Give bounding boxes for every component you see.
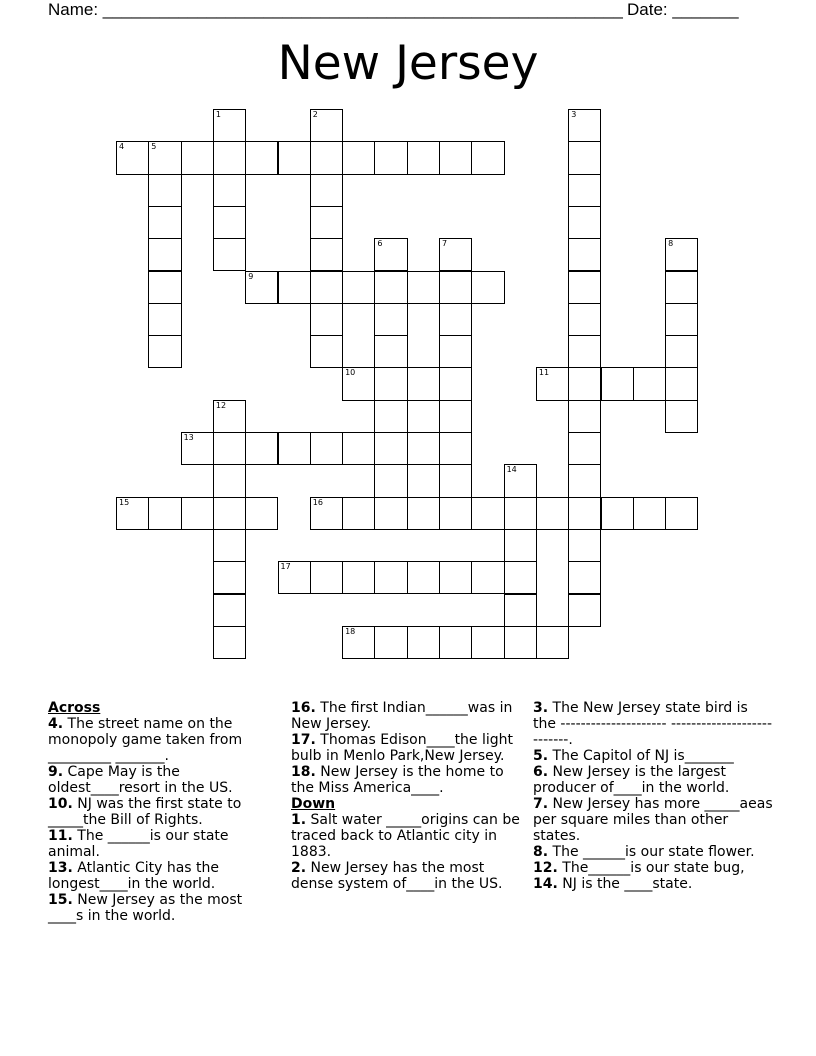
crossword-cell[interactable]	[504, 529, 537, 562]
clue-number: 11	[538, 368, 550, 378]
crossword-cell[interactable]	[116, 141, 149, 174]
crossword-cell[interactable]	[374, 303, 407, 336]
crossword-cell[interactable]	[374, 141, 407, 174]
crossword-cell[interactable]	[245, 141, 278, 174]
across-clue-list-continued	[291, 700, 523, 796]
clue-item-number: 4.	[48, 716, 64, 732]
clue-item-number: 3.	[533, 700, 549, 716]
clue-item-text: Thomas Edison____the light bulb in Menlo Park,New Jersey.	[291, 732, 514, 764]
clue-item-number: 7.	[533, 796, 549, 812]
crossword-cell[interactable]	[471, 626, 504, 659]
crossword-cell[interactable]	[213, 497, 246, 530]
crossword-cell[interactable]	[342, 367, 375, 400]
crossword-cell[interactable]	[439, 464, 472, 497]
clue-number: 10	[345, 368, 356, 378]
crossword-cell[interactable]	[374, 464, 407, 497]
crossword-cell[interactable]	[601, 367, 634, 400]
down-heading: Down	[291, 796, 336, 812]
clue-item-number: 11.	[48, 828, 73, 844]
across-heading: Across	[48, 700, 101, 716]
crossword-cell[interactable]	[310, 432, 343, 465]
crossword-cell[interactable]	[568, 432, 601, 465]
crossword-cell[interactable]	[278, 141, 311, 174]
crossword-cell[interactable]	[148, 206, 181, 239]
crossword-cell[interactable]	[568, 335, 601, 368]
clue-item-text: Atlantic City has the longest____in the world.	[48, 860, 220, 892]
clue-item	[533, 860, 773, 876]
down-clue-list	[291, 812, 523, 892]
crossword-cell[interactable]	[310, 303, 343, 336]
crossword-cell[interactable]	[407, 626, 440, 659]
crossword-cell[interactable]	[439, 141, 472, 174]
clue-item	[48, 716, 278, 764]
crossword-cell[interactable]	[374, 367, 407, 400]
clue-item-text: The first Indian______was in New Jersey.	[291, 700, 513, 732]
crossword-cell[interactable]	[342, 626, 375, 659]
clue-item-text: New Jersey as the most ____s in the world.	[48, 892, 243, 924]
crossword-cell[interactable]	[439, 432, 472, 465]
crossword-cell[interactable]	[342, 141, 375, 174]
clue-item	[533, 748, 773, 764]
clue-item-text: New Jersey is the largest producer of____in the world.	[533, 764, 730, 796]
crossword-cell[interactable]	[633, 367, 666, 400]
crossword-cell[interactable]	[374, 400, 407, 433]
crossword-cell[interactable]	[568, 206, 601, 239]
clues-column-2	[291, 700, 523, 892]
crossword-cell[interactable]	[407, 561, 440, 594]
crossword-cell[interactable]	[439, 561, 472, 594]
clue-number: 18	[345, 626, 356, 636]
clue-item	[533, 796, 773, 844]
crossword-cell[interactable]	[181, 141, 214, 174]
clue-item-text: The New Jersey state bird is the --------------------- ---------------------------.	[533, 700, 772, 748]
crossword-cell[interactable]	[568, 238, 601, 271]
crossword-cell[interactable]	[374, 238, 407, 271]
crossword-cell[interactable]	[407, 367, 440, 400]
crossword-cell[interactable]	[213, 561, 246, 594]
crossword-cell[interactable]	[471, 271, 504, 304]
clue-item-number: 8.	[533, 844, 549, 860]
clue-item	[291, 700, 523, 732]
crossword-cell[interactable]	[601, 497, 634, 530]
crossword-cell[interactable]	[471, 561, 504, 594]
clue-item	[533, 844, 773, 860]
page-title: New Jersey	[277, 36, 539, 91]
clue-number: 16	[312, 497, 323, 507]
crossword-cell[interactable]	[439, 238, 472, 271]
clue-item	[48, 860, 278, 892]
clue-item-number: 16.	[291, 700, 316, 716]
crossword-cell[interactable]	[148, 497, 181, 530]
crossword-cell[interactable]	[310, 109, 343, 142]
clues-column-1	[48, 700, 278, 924]
clue-item-text: The Capitol of NJ is_______	[548, 748, 734, 764]
clue-item-number: 13.	[48, 860, 73, 876]
clue-item	[533, 876, 773, 892]
crossword-cell[interactable]	[148, 271, 181, 304]
crossword-cell[interactable]	[568, 271, 601, 304]
clue-number: 12	[215, 400, 227, 410]
crossword-cell[interactable]	[665, 238, 698, 271]
crossword-cell[interactable]	[665, 400, 698, 433]
clue-item-number: 17.	[291, 732, 316, 748]
clue-item	[291, 764, 523, 796]
clue-item-text: New Jersey is the home to the Miss America____.	[291, 764, 504, 796]
crossword-cell[interactable]	[568, 594, 601, 627]
clue-number: 6	[377, 239, 383, 249]
crossword-cell[interactable]	[213, 529, 246, 562]
crossword-cell[interactable]	[148, 174, 181, 207]
crossword-cell[interactable]	[568, 561, 601, 594]
crossword-cell[interactable]	[213, 626, 246, 659]
crossword-cell[interactable]	[504, 497, 537, 530]
crossword-cell[interactable]	[407, 497, 440, 530]
crossword-cell[interactable]	[568, 141, 601, 174]
crossword-cell[interactable]	[665, 367, 698, 400]
clue-item	[48, 796, 278, 828]
crossword-cell[interactable]	[471, 141, 504, 174]
clue-item-number: 10.	[48, 796, 73, 812]
crossword-cell[interactable]	[665, 335, 698, 368]
crossword-cell[interactable]	[213, 400, 246, 433]
clue-item-text: The______is our state bug,	[557, 860, 745, 876]
crossword-cell[interactable]	[439, 303, 472, 336]
clue-item	[291, 732, 523, 764]
crossword-cell[interactable]	[181, 497, 214, 530]
crossword-cell[interactable]	[213, 594, 246, 627]
clues-column-3	[533, 700, 773, 892]
crossword-cell[interactable]	[471, 497, 504, 530]
clue-number: 8	[668, 239, 674, 249]
crossword-cell[interactable]	[310, 174, 343, 207]
clue-item	[533, 700, 773, 748]
crossword-cell[interactable]	[342, 432, 375, 465]
clue-item-number: 6.	[533, 764, 549, 780]
crossword-cell[interactable]	[342, 271, 375, 304]
crossword-cell[interactable]	[504, 594, 537, 627]
crossword-cell[interactable]	[310, 206, 343, 239]
crossword-cell[interactable]	[278, 271, 311, 304]
crossword-cell[interactable]	[374, 561, 407, 594]
clue-item	[533, 764, 773, 796]
crossword-cell[interactable]	[665, 497, 698, 530]
date-line: Date: _______	[627, 0, 739, 19]
clue-item-number: 1.	[291, 812, 307, 828]
clue-item-number: 15.	[48, 892, 73, 908]
crossword-cell[interactable]	[536, 626, 569, 659]
crossword-cell[interactable]	[213, 141, 246, 174]
crossword-cell[interactable]	[148, 303, 181, 336]
clue-item-text: The ______is our state animal.	[48, 828, 229, 860]
crossword-cell[interactable]	[633, 497, 666, 530]
crossword-cell[interactable]	[568, 109, 601, 142]
crossword-cell[interactable]	[342, 561, 375, 594]
crossword-cell[interactable]	[504, 626, 537, 659]
clue-item-text: NJ was the first state to _____the Bill of Rights.	[48, 796, 242, 828]
clue-item	[291, 860, 523, 892]
clue-number: 9	[248, 271, 254, 281]
clue-number: 1	[215, 110, 221, 119]
crossword-cell[interactable]	[148, 238, 181, 271]
down-clue-list-continued	[533, 700, 773, 892]
crossword-cell[interactable]	[148, 141, 181, 174]
crossword-cell[interactable]	[407, 432, 440, 465]
crossword-cell[interactable]	[439, 271, 472, 304]
crossword-cell[interactable]	[181, 432, 214, 465]
crossword-cell[interactable]	[439, 497, 472, 530]
crossword-cell[interactable]	[310, 335, 343, 368]
crossword-cell[interactable]	[245, 497, 278, 530]
crossword-cell[interactable]	[213, 238, 246, 271]
crossword-cell[interactable]	[213, 432, 246, 465]
clue-item	[48, 892, 278, 924]
crossword-cell[interactable]	[342, 497, 375, 530]
crossword-cell[interactable]	[278, 432, 311, 465]
clue-number: 15	[119, 497, 130, 507]
across-clue-list	[48, 716, 278, 924]
crossword-cell[interactable]	[148, 335, 181, 368]
clue-number: 2	[312, 110, 318, 119]
crossword-cell[interactable]	[213, 464, 246, 497]
crossword-cell[interactable]	[568, 303, 601, 336]
crossword-cell[interactable]	[374, 626, 407, 659]
crossword-cell[interactable]	[213, 174, 246, 207]
crossword-cell[interactable]	[310, 141, 343, 174]
clue-item-number: 9.	[48, 764, 64, 780]
clue-item-text: Salt water _____origins can be traced back to Atlantic city in 1883.	[291, 812, 520, 860]
clue-item-number: 18.	[291, 764, 316, 780]
crossword-cell[interactable]	[245, 271, 278, 304]
crossword-cell[interactable]	[504, 464, 537, 497]
clue-number: 17	[280, 562, 291, 572]
clue-item	[48, 764, 278, 796]
crossword-cell[interactable]	[439, 626, 472, 659]
crossword-cell[interactable]	[568, 497, 601, 530]
crossword-cell[interactable]	[536, 367, 569, 400]
crossword-cell[interactable]	[310, 271, 343, 304]
crossword-cell[interactable]	[374, 497, 407, 530]
crossword-cell[interactable]	[568, 400, 601, 433]
clue-item	[48, 828, 278, 860]
crossword-cell[interactable]	[439, 400, 472, 433]
crossword-cell[interactable]	[504, 561, 537, 594]
crossword-cell[interactable]	[213, 206, 246, 239]
clue-number: 14	[506, 465, 517, 475]
crossword-cell[interactable]	[116, 497, 149, 530]
crossword-cell[interactable]	[213, 109, 246, 142]
clue-number: 13	[183, 433, 194, 442]
crossword-cell[interactable]	[439, 335, 472, 368]
crossword-cell[interactable]	[665, 303, 698, 336]
clue-item-number: 14.	[533, 876, 558, 892]
clue-item-text: Cape May is the oldest____resort in the US.	[48, 764, 233, 796]
crossword-cell[interactable]	[310, 561, 343, 594]
clue-item-text: The ______is our state flower.	[548, 844, 755, 860]
crossword-cell[interactable]	[568, 367, 601, 400]
crossword-cell[interactable]	[310, 238, 343, 271]
crossword-cell[interactable]	[665, 271, 698, 304]
clue-number: 4	[119, 142, 125, 152]
clue-item-text: NJ is the ____state.	[557, 876, 693, 892]
crossword-cell[interactable]	[568, 529, 601, 562]
crossword-cell[interactable]	[245, 432, 278, 465]
clue-item-number: 12.	[533, 860, 558, 876]
crossword-cell[interactable]	[374, 271, 407, 304]
clue-number: 7	[442, 239, 448, 249]
clue-item-number: 2.	[291, 860, 307, 876]
crossword-cell[interactable]	[568, 464, 601, 497]
clue-number: 3	[571, 110, 577, 119]
clue-item-text: The street name on the monopoly game taken from _________ _______.	[48, 716, 243, 764]
clue-item-text: New Jersey has more _____aeas per square miles than other states.	[533, 796, 773, 844]
crossword-cell[interactable]	[439, 367, 472, 400]
crossword-cell[interactable]	[536, 497, 569, 530]
name-line: Name: _______________________________________________________	[48, 0, 623, 19]
crossword-cell[interactable]	[374, 335, 407, 368]
clue-number: 5	[151, 142, 157, 152]
clue-item-text: New Jersey has the most dense system of____in the US.	[291, 860, 503, 892]
crossword-cell[interactable]	[374, 432, 407, 465]
crossword-cell[interactable]	[407, 141, 440, 174]
crossword-cell[interactable]	[568, 174, 601, 207]
clue-item	[291, 812, 523, 860]
crossword-cell[interactable]	[278, 561, 311, 594]
crossword-cell[interactable]	[407, 271, 440, 304]
crossword-cell[interactable]	[310, 497, 343, 530]
clue-item-number: 5.	[533, 748, 549, 764]
